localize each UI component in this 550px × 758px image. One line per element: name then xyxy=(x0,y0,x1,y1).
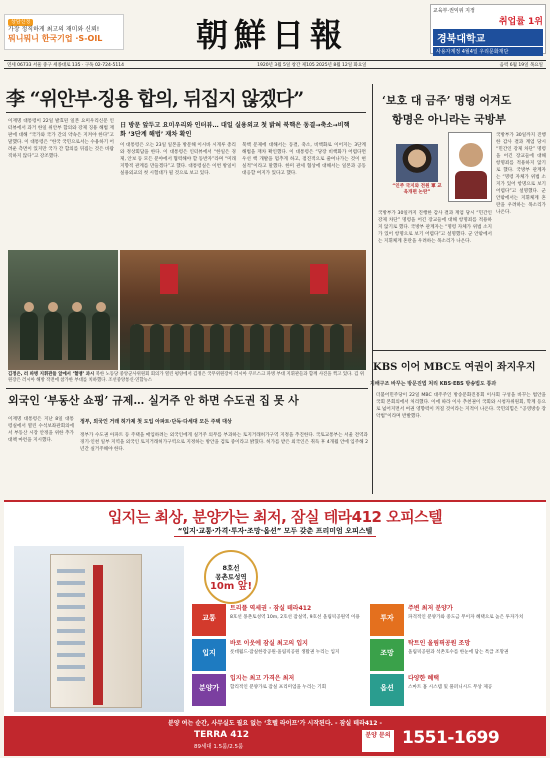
ad-right-rank: 취업률 1위 xyxy=(498,17,543,27)
ad-card-title: 주변 최저 분양가 xyxy=(408,605,453,612)
ad-card-tag: 투자 xyxy=(370,604,404,636)
right-body-b: 국방부가 30일까지 진행한 감사 결과 계엄 당시 “민간인 강제 차단” 명령을 어긴 장교들에 대해 항명죄를 적용하지 않기로 했다. 국방부 관계자는 “명령 자체가 위법 소지가 있어 항명으로 보기 어렵다”고 설명했다. 군 안팎에서는 지휘체계 혼란을 우려하는 목소리가 나온다. xyxy=(378,211,492,244)
ad-card-title: 입지는 최고 가격은 최저 xyxy=(230,675,295,682)
building-render xyxy=(14,546,184,712)
mid-subheadline: 정부, 외국인 거래 허가제 첫 도입 아파트·단독·다세대 모든 주택 대상 xyxy=(80,419,232,425)
ad-card-desc: 파격적인 분양가와 중도금 무이자 혜택으로 높은 투자가치 xyxy=(408,615,524,620)
ad-title: 입지는 최상, 분양가는 최저, 잠실 테라412 오피스텔 xyxy=(107,508,443,526)
mid-body: 정부가 수도권 아파트 등 주택을 매입하려는 외국인에게 실거주 의무를 부과하는 토지거래허가구역 지정을 추진한다. 국토교통부는 서울 전역과 경기·인천 일부 지역을 외국인 토지거래허가구역으로 지정하는 방안을 검토 중이라고 밝혔다. 허가를 받은 외국인은 취득 후 4개월 안에 입주해 2년간 실거주해야 한다. xyxy=(80,433,368,452)
mid-side-note xyxy=(8,416,74,496)
hotline-label: 분양 문의 xyxy=(362,730,394,752)
right-quote: “인주 국지와 전원 軍 교육개편 논란” xyxy=(392,184,442,195)
ad-card-tag: 조망 xyxy=(370,639,404,671)
column-divider xyxy=(372,84,373,494)
photo-caption xyxy=(8,372,366,384)
info-left: 연세 06733 서울 중구 세종대로 135 · 구독 02-724-5114 xyxy=(7,62,124,68)
ad-feature-card xyxy=(370,674,542,706)
ad-card-title: 다양한 혜택 xyxy=(408,675,440,682)
ad-subtitle-wrap xyxy=(4,526,546,537)
newspaper-logo: 朝鮮日報 xyxy=(196,16,349,54)
ad-card-desc: 합리적인 분양가로 잠실 프리미엄을 누리는 기회 xyxy=(230,685,327,690)
info-center: 1920년 3월 5일 창간 제105 2025년 8월 12일 화요일 xyxy=(257,62,367,68)
ad-card-tag: 옵션 xyxy=(370,674,404,706)
ad-card-tag: 교통 xyxy=(192,604,226,636)
ad-footer-message: 분양 여는 순간, 사무실도 필요 없는 ‘호텔 라이프’가 시작된다. - 잠실 테라412 - xyxy=(168,720,382,727)
lead-body-1: 이재명 대통령이 22일 발효된 일본 요미우리신문 인터뷰에서 과거 한일 위안부 합의와 강제 징용 해법 재판에 대해 “국가와 국가 간의 약속은 지켜야 한다”고 말했다. 이 대통령은 “한국 국민으로서는 수용하기 어려운 측면이 있지만 국가 간 합의를 뒤집는 것은 바람직하지 않다”고 강조했다. xyxy=(8,119,114,159)
ad-card-tag: 분양가 xyxy=(192,674,226,706)
lead-headline[interactable]: 李 “위안부·징용 합의, 뒤집지 않겠다” xyxy=(6,88,304,110)
lead-body-col-3 xyxy=(242,142,366,246)
masthead-ad-right[interactable] xyxy=(430,4,546,54)
caption-title: 김정은, 러 파병 지휘관들 앞에서 ‘혈맹’ 과시 xyxy=(8,372,95,377)
ad-left-line2: 뭐니뭐니 한국기업 ·S-OIL xyxy=(8,33,103,43)
ad-card-desc: 스마트 홈 시스템 및 풀퍼니시드 무상 제공 xyxy=(408,685,493,690)
ad-card-title: 탁트인 올림픽공원 조망 xyxy=(408,640,471,647)
kbs-body: 더불어민주당이 22일 MBC 대주주인 방송문화진흥회 이사회 구성을 바꾸는 법안을 국회 본회의에서 처리했다. 이에 따라 이사 추천권이 국회와 시청자위원회, 학계 등으로 넓어지면서 여권 영향력이 커질 것이라는 지적이 나온다. 국민의힘은 “공영방송 장악법”이라며 반발했다. xyxy=(376,393,546,419)
ad-brand: TERRA 412 xyxy=(194,730,250,740)
mid-body-col xyxy=(80,432,368,496)
ad-phone-number[interactable]: 1551-1699 xyxy=(402,728,500,748)
ad-card-tag: 입지 xyxy=(192,639,226,671)
ad-feature-card xyxy=(192,604,364,636)
ad-brand-sub: 89세대 1.5룸/2.5룸 xyxy=(194,744,244,750)
photo-kim-commanders xyxy=(8,250,118,370)
kbs-body-col xyxy=(376,392,546,494)
right-headline-2[interactable]: 항명은 아니라는 국방부 xyxy=(392,113,506,126)
ad-right-sub: 사용자계정 4월4일 우리문화재단 xyxy=(433,47,543,56)
info-right: 음력 6월 19일 목요일 xyxy=(499,62,543,68)
ad-card-desc: 올림픽공원과 석촌호수를 한눈에 담는 특급 조망권 xyxy=(408,650,509,655)
ad-card-title: 트리플 역세권 · 잠실 테라412 xyxy=(230,605,312,612)
real-estate-ad[interactable] xyxy=(4,500,546,754)
ad-subtitle: “입지·교통·가격·투자·조망·옵션” 모두 갖춘 프리미엄 오피스텔 xyxy=(174,526,377,537)
photo-military-meeting xyxy=(120,250,366,370)
ad-right-university: 경북대학교 xyxy=(433,29,543,46)
kbs-headline[interactable]: KBS 이어 MBC도 여권이 좌지우지 xyxy=(373,362,536,373)
ad-footer[interactable] xyxy=(4,716,546,756)
ad-feature-cards xyxy=(192,604,542,708)
mid-rule xyxy=(6,388,368,389)
ad-feature-card xyxy=(192,639,364,671)
lead-body-col-1 xyxy=(8,118,114,246)
station-badge xyxy=(204,550,258,604)
ad-right-line1: 교육부·권익위 지정 xyxy=(433,8,475,14)
mid-headline[interactable]: 외국인 ‘부동산 쇼핑’ 규제… 실거주 안 하면 수도권 집 못 사 xyxy=(8,394,299,407)
right-body-col-a xyxy=(496,132,546,344)
lead-rule xyxy=(6,112,366,113)
portrait-photo xyxy=(396,144,438,182)
badge-line3: 10m 앞! xyxy=(209,581,253,592)
ad-card-desc: 롯데월드·잠실한강공원·올림픽공원 생활권 누리는 입지 xyxy=(230,650,340,655)
issue-info-bar xyxy=(4,60,546,69)
ad-feature-card xyxy=(370,639,542,671)
masthead xyxy=(0,0,550,60)
lead-subheadline: 日 방문 앞두고 요미우리와 인터뷰… 대일 실용외교 첫 밝혀 북핵은 동결→축소→비핵화 ‘3단계 해법’ 재차 확인 xyxy=(120,122,350,138)
right-headline-1[interactable]: ‘보호 대 금주’ 명령 어겨도 xyxy=(382,94,512,107)
masthead-ad-left[interactable] xyxy=(4,14,124,50)
right-body: 국방부가 30일까지 진행한 감사 결과 계엄 당시 “민간인 강제 차단” 명령을 어긴 장교들에 대해 항명죄를 적용하지 않기로 했다. 국방부 관계자는 “명령 자체가 위법 소지가 있어 항명으로 보기 어렵다”고 설명했다. 군 안팎에서는 지휘체계 혼란을 우려하는 목소리가 나온다. xyxy=(496,133,546,215)
badge-line1: 8호선 xyxy=(222,564,240,572)
ad-card-desc: 8호선 몽촌토성역 10m, 2호선 잠실역, 9호선 올림픽공원역 이용 xyxy=(230,615,360,620)
lead-body-2: 이 대통령은 오는 23일 일본을 방문해 이시바 시게루 총리와 정상회담을 한다. 이 대통령은 인터뷰에서 “한일은 경제, 안보 등 모든 분야에서 협력해야 할 동반자”라며 “미래지향적 관계를 만들겠다”고 했다. 대통령실은 이번 방일이 실용외교의 첫 시험대가 될 것으로 보고 있다. xyxy=(120,143,236,176)
ad-left-line1: 가장 정직하게 최고의 재미와 신뢰! xyxy=(8,25,100,33)
badge-line2: 몽촌토성역 xyxy=(215,573,247,581)
editorial-cartoon xyxy=(448,132,492,202)
lead-body-3: 북핵 문제에 대해서는 동결, 축소, 비핵화로 이어지는 3단계 해법을 재차 확인했다. 이 대통령은 “당장 비핵화가 어렵다면 우선 핵 개발을 멈추게 하고, 점진적으로 줄여나가는 것이 현실적”이라고 말했다. 한미 관세 협상에 대해서는 일본과 공동 대응할 여지가 있다고 했다. xyxy=(242,143,366,176)
caption-text: 북한 노동당 중앙군사위원회 회의가 열린 평양에서 김정은 국무위원장이 러시아 쿠르스크 파병 부대 지휘관들과 함께 사진을 찍고 있다. 김 위원장은 러시아 해방 작전에 참가한 부대를 치하했다. 조선중앙통신·연합뉴스 xyxy=(8,372,364,383)
lead-body-col-2 xyxy=(120,142,236,246)
ad-left-tag: 상담신청 xyxy=(8,19,33,26)
kbs-rule xyxy=(372,350,546,351)
right-body-col-b xyxy=(378,210,492,346)
ad-card-title: 바로 이웃에 잠실 최고의 입지 xyxy=(230,640,308,647)
kbs-subheadline: 지배구조 바꾸는 방문진법 처리 KBS·EBS 방송법도 통과 xyxy=(370,381,497,387)
ad-feature-card xyxy=(192,674,364,706)
mid-side-text: 이재명 대통령은 지난 8일 대통령실에서 열린 수석보좌관회의에서 부동산 시장 안정을 위한 추가 대책 마련을 지시했다. xyxy=(8,417,74,443)
ad-feature-card xyxy=(370,604,542,636)
